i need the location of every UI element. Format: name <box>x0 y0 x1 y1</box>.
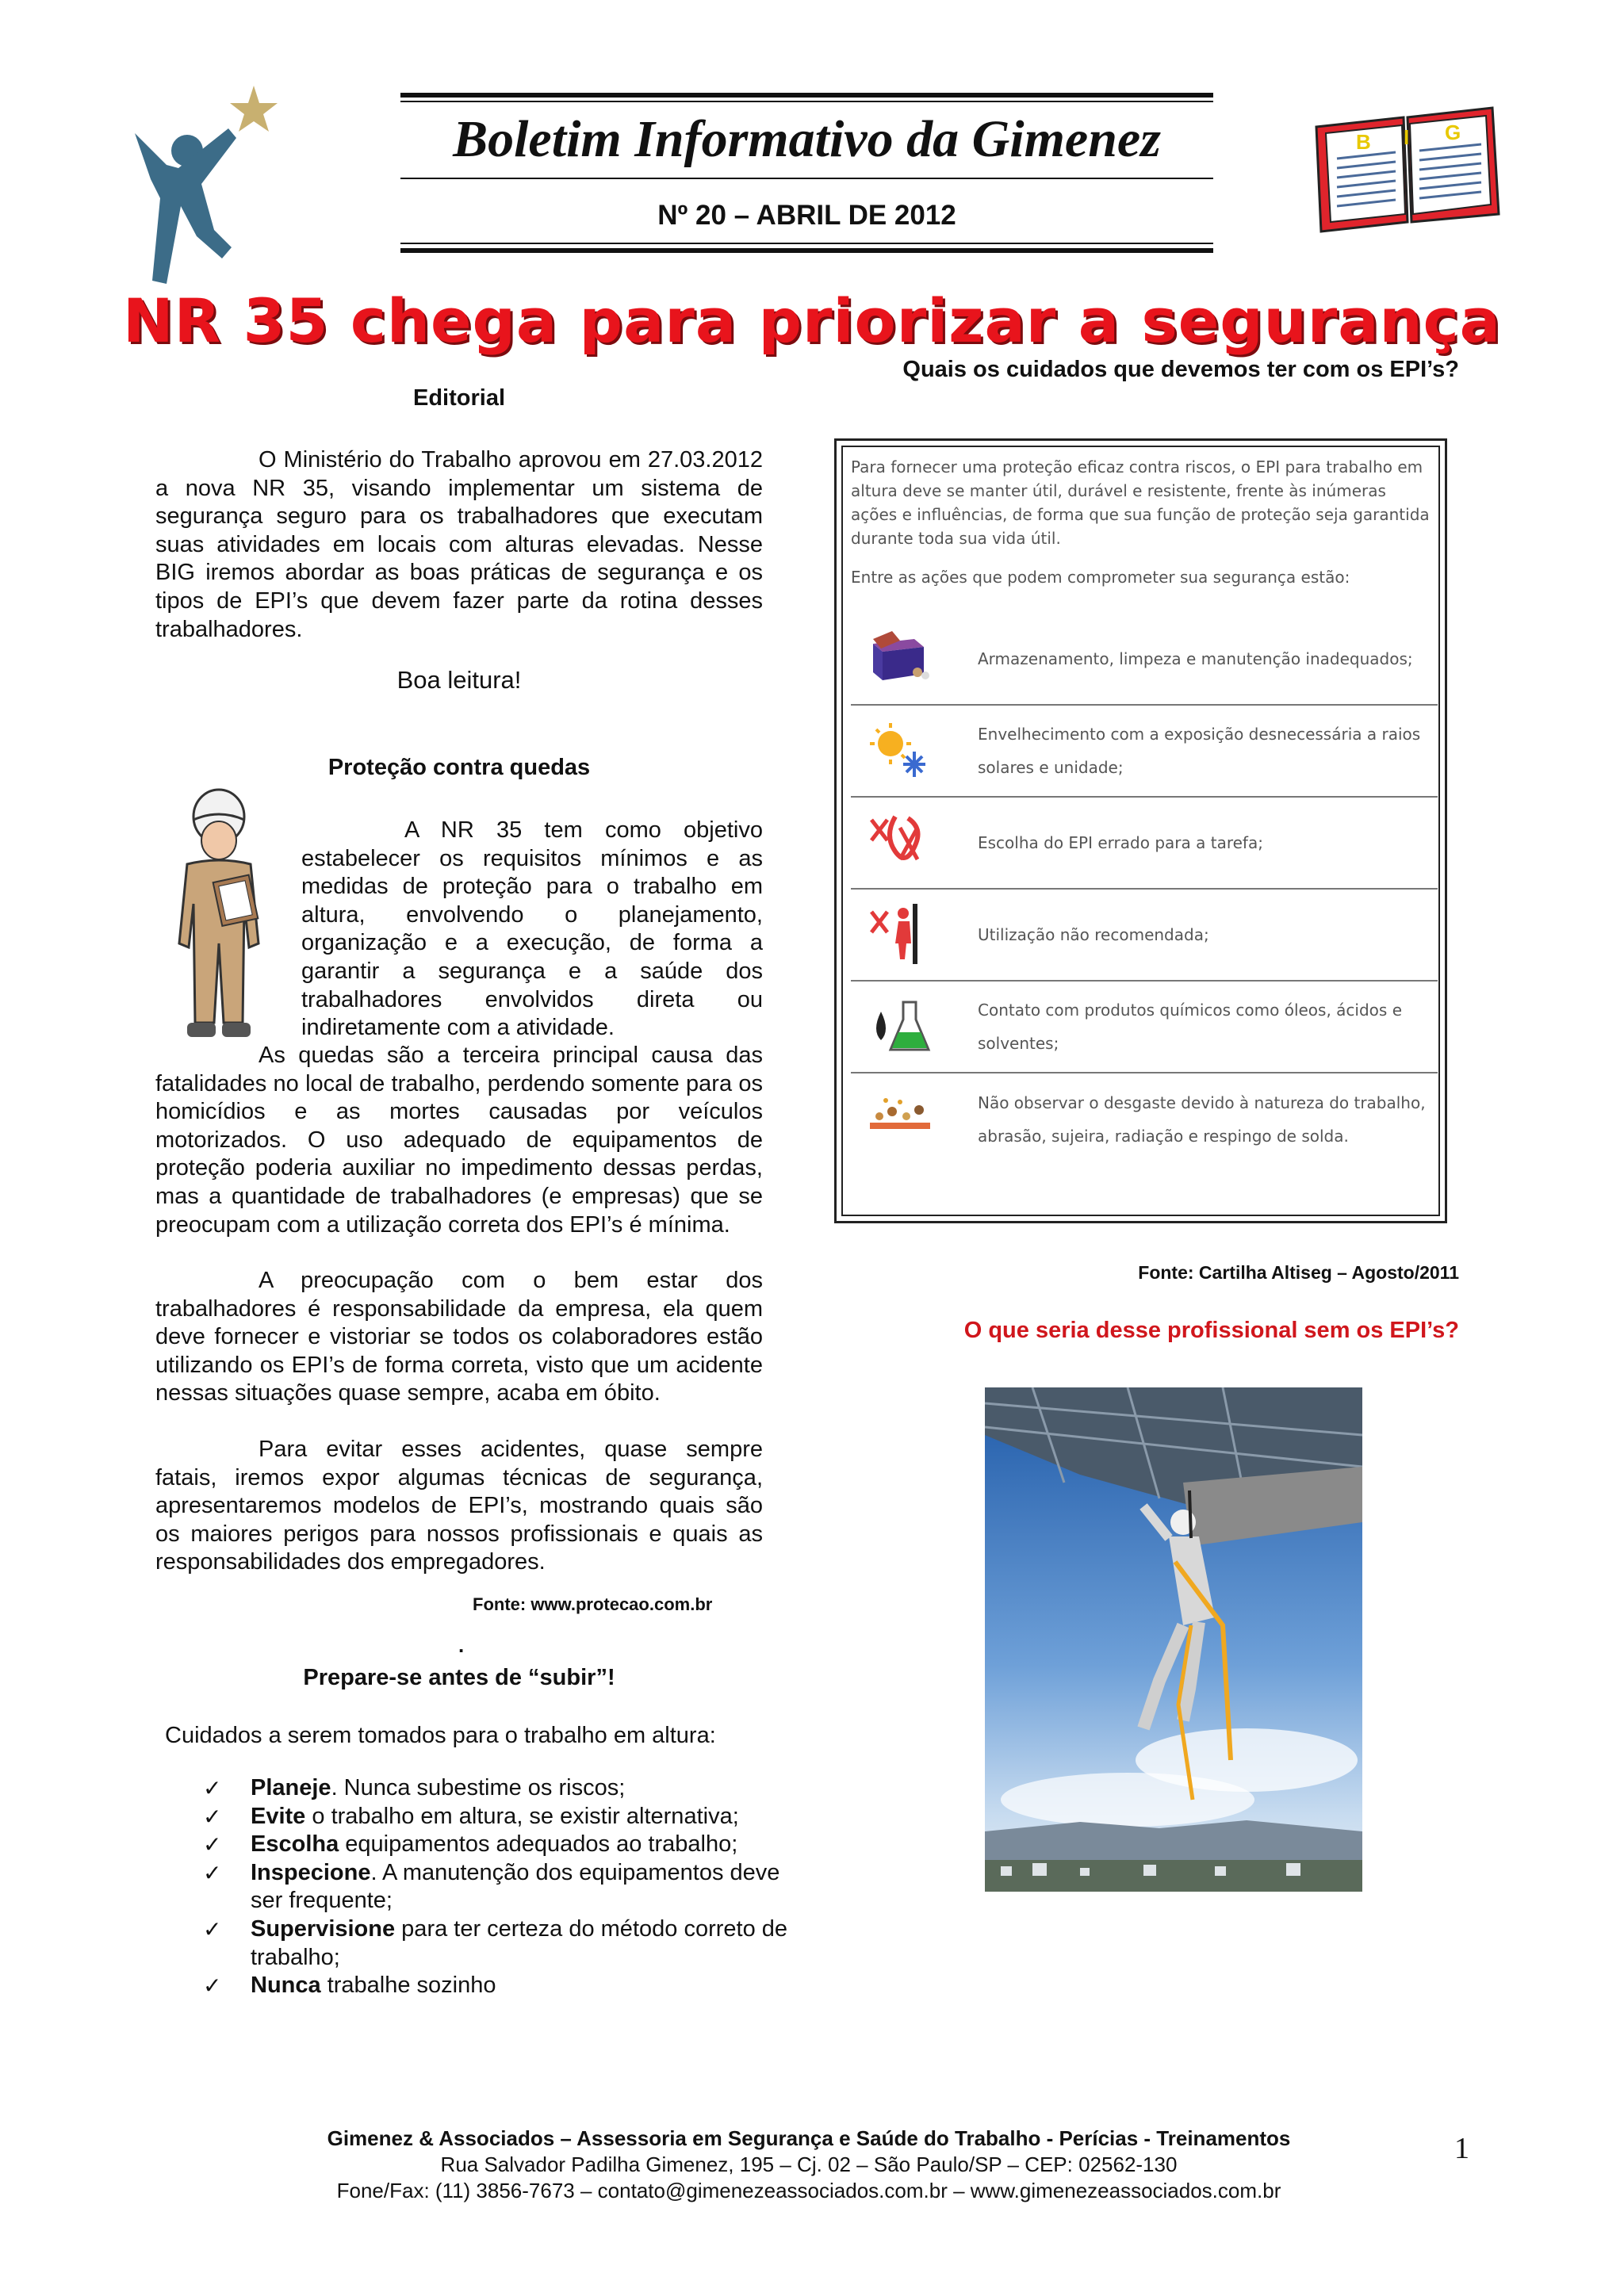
height-worker-photo <box>985 1387 1362 1892</box>
issue-number: Nº 20 – ABRIL DE 2012 <box>657 200 956 231</box>
protecao-title: Proteção contra quedas <box>327 755 591 780</box>
epi-item-text: Utilização não recomendada; <box>978 925 1209 944</box>
epi-item-text: Armazenamento, limpeza e manutenção inadequados; <box>978 649 1413 668</box>
footer-address: Rua Salvador Padilha Gimenez, 195 – Cj. 02 – São Paulo/SP – CEP: 02562-130 <box>440 2152 1178 2176</box>
boa-leitura: Boa leitura! <box>396 666 522 694</box>
book-letter: I <box>1404 125 1410 149</box>
not-recommended-use-icon <box>868 904 932 964</box>
list-item: ✓ Planeje. Nunca subestime os riscos; <box>203 1775 626 1801</box>
header-rule <box>400 248 1213 253</box>
protecao-paragraph-2: As quedas são a terceira principal causa das fatalidades no local de trabalho, perdendo somente para os homicídios e as mortes causadas por veículos motorizados. O uso adequado de equipamentos de proteção poderia auxiliar no impedimento dessas perdas, mas a quantidade de trabalhadores (e empresas) que se preocupam com a utilização correta dos EPI’s é mínima. <box>155 1043 763 1238</box>
header-rule <box>400 101 1213 102</box>
sun-snow-icon <box>868 720 932 780</box>
list-item: ✓ Escolha equipamentos adequados ao trabalho; <box>203 1831 738 1858</box>
epi-item <box>851 614 1438 706</box>
debris-sparks-icon <box>868 1088 932 1148</box>
footer-contact: Fone/Fax: (11) 3856-7673 – contato@gimenezeassociados.com.br – www.gimenezeassociados.com.br <box>336 2179 1281 2202</box>
epi-item <box>851 982 1438 1073</box>
list-item: ✓ Evite o trabalho em altura, se existir alternativa; <box>203 1803 739 1830</box>
checkmark-icon: ✓ <box>203 1973 222 1999</box>
editorial-title: Editorial <box>412 385 505 411</box>
epi-item <box>851 890 1438 982</box>
list-item: ✓ Nunca trabalhe sozinho <box>203 1973 496 1999</box>
editorial-text: O Ministério do Trabalho aprovou em 27.03.2012 a nova NR 35, visando implementar um sistema de segurança seguro para os trabalhadores que executam suas atividades em locais com alturas elevadas. Nesse BIG iremos abordar as boas práticas de segurança e os tipos de EPI’s que devem fazer parte da rotina desses trabalhadores. <box>155 447 763 642</box>
big-book-icon <box>1308 103 1507 238</box>
list-item: ✓ Inspecione. A manutenção dos equipamentos deve ser frequente; <box>203 1859 780 1914</box>
wrong-harness-icon <box>868 812 932 872</box>
epi-item-text: Envelhecimento com a exposição desnecessária a raios solares e unidade; <box>978 725 1421 777</box>
epi-lead-text: Entre as ações que podem comprometer sua segurança estão: <box>851 568 1350 587</box>
page-number: 1 <box>1454 2132 1469 2165</box>
epi-intro-text: Para fornecer uma proteção eficaz contra riscos, o EPI para trabalho em altura deve se manter útil, durável e resistente, frente às inúmeras ações e influências, de forma que sua função de proteção seja garantida durante toda sua vida útil. <box>851 457 1430 548</box>
checkmark-icon: ✓ <box>203 1915 222 1942</box>
checkmark-icon: ✓ <box>203 1775 222 1801</box>
protecao-paragraph-1: A NR 35 tem como objetivo estabelecer os requisitos mínimos e as medidas de proteção para o trabalho em altura, envolvendo o planejamento, organização e a execução, de forma a garantir a segurança e a saúde dos trabalhadores envolvidos direta ou indiretamente com a atividade. <box>301 817 763 1041</box>
epi-item <box>851 798 1438 890</box>
checkmark-icon: ✓ <box>203 1831 222 1858</box>
cuidados-intro: Cuidados a serem tomados para o trabalho em altura: <box>165 1723 716 1748</box>
epi-item-text: Não observar o desgaste devido à natureza do trabalho, abrasão, sujeira, radiação e respingo de solda. <box>978 1093 1426 1146</box>
storage-box-icon <box>868 628 932 688</box>
epi-care-figure <box>834 438 1447 1223</box>
chemical-flask-icon <box>868 996 932 1056</box>
epi-item-text: Contato com produtos químicos como óleos, ácidos e solventes; <box>978 1001 1402 1053</box>
protecao-paragraph-3: A preocupação com o bem estar dos trabalhadores é responsabilidade da empresa, ela quem deve fornecer e vistoriar se todos os colaboradores estão utilizando os EPI’s de forma correta, visto que um acidente nessas situações quase sempre, acaba em óbito. <box>155 1268 763 1406</box>
gimenez-logo-icon <box>135 79 285 285</box>
book-letter: G <box>1445 121 1461 144</box>
checkmark-icon: ✓ <box>203 1803 222 1830</box>
worker-clipboard-icon <box>155 785 274 1047</box>
headline: NR 35 chega para priorizar a segurança <box>123 285 1501 356</box>
protecao-paragraph-4: Para evitar esses acidentes, quase sempre fatais, iremos expor algumas técnicas de segurança, apresentaremos modelos de EPI’s, mostrando quais são os maiores perigos para nossos profissionais e quais as responsabilidades dos empregadores. <box>155 1437 763 1575</box>
book-letter: B <box>1356 130 1371 154</box>
header-rule <box>400 178 1213 179</box>
checkmark-icon: ✓ <box>203 1859 222 1886</box>
epi-item <box>851 706 1438 798</box>
checklist <box>198 1774 801 2000</box>
header-rule <box>400 93 1213 98</box>
header-rule <box>400 243 1213 244</box>
footer-company: Gimenez & Associados – Assessoria em Segurança e Saúde do Trabalho - Perícias - Treinamentos <box>327 2126 1291 2150</box>
bulletin-title: Boletim Informativo da Gimenez <box>453 110 1161 168</box>
prepare-title: Prepare-se antes de “subir”! <box>303 1665 615 1690</box>
epi-item-text: Escolha do EPI errado para a tarefa; <box>978 833 1263 852</box>
separator-dot: . <box>458 1633 465 1657</box>
source-protecao: Fonte: www.protecao.com.br <box>473 1594 713 1614</box>
epi-question: Quais os cuidados que devemos ter com os EPI’s? <box>902 357 1459 382</box>
list-item: ✓ Supervisione para ter certeza do método correto de trabalho; <box>203 1915 788 1970</box>
source-altiseg: Fonte: Cartilha Altiseg – Agosto/2011 <box>1138 1262 1459 1283</box>
epi-item <box>851 1073 1438 1165</box>
epi-question-red: O que seria desse profissional sem os EPI’s? <box>963 1318 1459 1343</box>
